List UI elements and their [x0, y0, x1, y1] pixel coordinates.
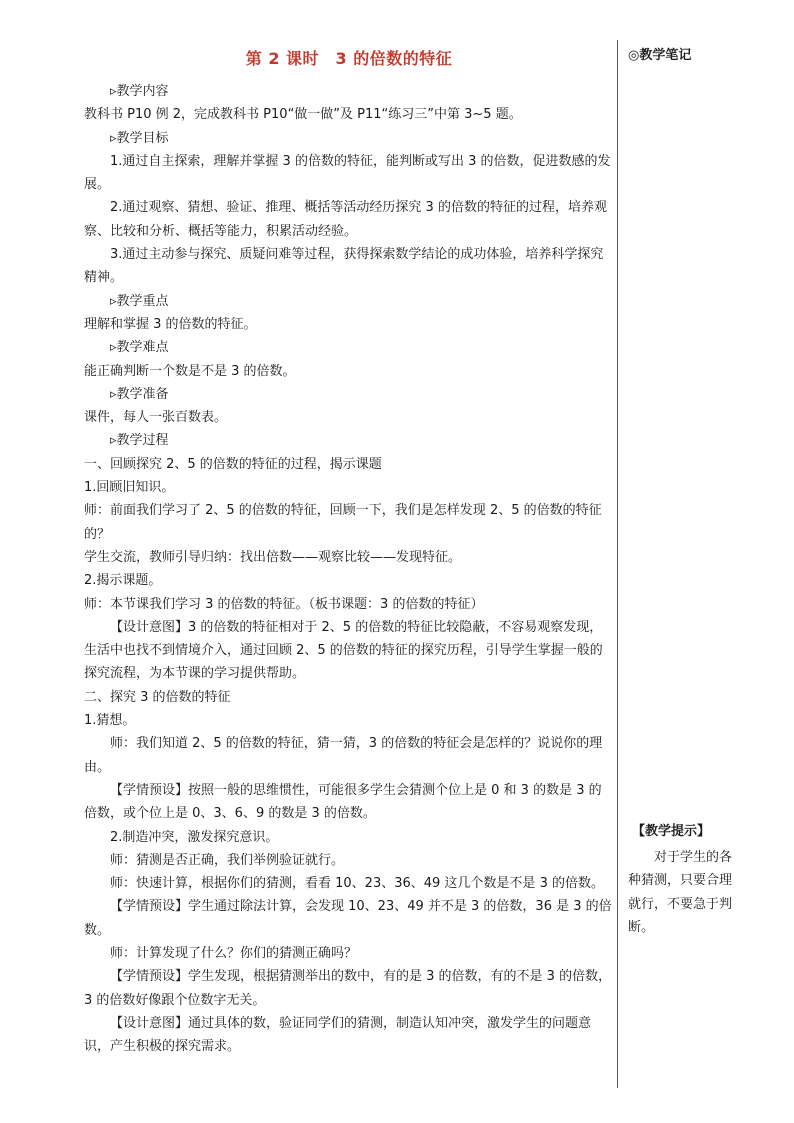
paragraph: ▹教学内容: [110, 84, 169, 99]
paragraph: 1.猜想。: [84, 713, 136, 729]
paragraph: 师：本节课我们学习 3 的倍数的特征。（板书课题：3 的倍数的特征）: [84, 596, 484, 612]
paragraph: 师：计算发现了什么？你们的猜测正确吗？: [110, 945, 358, 961]
paragraph: 一、回顾探究 2、5 的倍数的特征的过程，揭示课题: [84, 456, 382, 472]
paragraph: 3.通过主动参与探究、质疑问难等过程，获得探索数学结论的成功体验，培养科学探究精神。: [84, 247, 604, 286]
paragraph: 【设计意图】通过具体的数，验证同学们的猜测，制造认知冲突，激发学生的问题意识，产生积极的探究需求。: [84, 1015, 592, 1055]
paragraph: 教科书 P10 例 2，完成教科书 P10“做一做”及 P11“练习三”中第 3~5 题。: [84, 107, 522, 123]
paragraph: ▹教学目标: [110, 130, 169, 146]
paragraph: 学生交流，教师引导归纳：找出倍数——观察比较——发现特征。: [84, 549, 462, 565]
teaching-notes-heading: ◎教学笔记: [628, 48, 692, 63]
lesson-content: [84, 46, 614, 1058]
column-divider: [617, 40, 618, 1088]
paragraph: 1.回顾旧知识。: [84, 480, 175, 496]
paragraph: 【学情预设】学生通过除法计算，会发现 10、23、49 并不是 3 的倍数，36 是 3 的倍数。: [84, 899, 612, 938]
teaching-tip-title: 【教学提示】: [632, 824, 711, 839]
paragraph: 1.通过自主探索，理解并掌握 3 的倍数的特征，能判断或写出 3 的倍数，促进数感的发展。: [84, 153, 611, 193]
paragraph: 2.通过观察、猜想、验证、推理、概括等活动经历探究 3 的倍数的特征的过程，培养观察、比较和分析、概括等能力，积累活动经验。: [84, 200, 607, 239]
paragraph: 师：我们知道 2、5 的倍数的特征，猜一猜，3 的倍数的特征会是怎样的？说说你的理由。: [84, 736, 603, 775]
page-title: 第 2 课时 3 的倍数的特征: [245, 49, 453, 68]
teaching-tip-body: 对于学生的各种猜测，只要合理就行，不要急于判断。: [628, 849, 733, 935]
paragraph: 2.制造冲突，激发探究意识。: [110, 829, 279, 845]
paragraph: 课件，每人一张百数表。: [84, 410, 228, 426]
paragraph: 师：猜测是否正确，我们举例验证就行。: [110, 852, 345, 868]
paragraph: ▹教学重点: [110, 293, 169, 309]
paragraph: 二、探究 3 的倍数的特征: [84, 689, 231, 705]
paragraph: 师：前面我们学习了 2、5 的倍数的特征，回顾一下，我们是怎样发现 2、5 的倍数的特征的？: [84, 503, 602, 542]
paragraph: 2.揭示课题。: [84, 573, 162, 589]
paragraph: 师：快速计算，根据你们的猜测，看看 10、23、36、49 这几个数是不是 3 的倍数。: [110, 876, 604, 892]
paragraph: 能正确判断一个数是不是 3 的倍数。: [84, 363, 296, 379]
paragraph: ▹教学难点: [110, 340, 169, 356]
paragraph: 【学情预设】学生发现，根据猜测举出的数中，有的是 3 的倍数，有的不是 3 的倍数，3 的倍数好像跟个位数字无关。: [84, 969, 612, 1008]
paragraph: ▹教学过程: [110, 433, 169, 449]
teaching-tip: [628, 820, 738, 940]
paragraph: 【学情预设】按照一般的思维惯性，可能很多学生会猜测个位上是 0 和 3 的数是 3 的倍数，或个位上是 0、3、6、9 的数是 3 的倍数。: [84, 782, 602, 822]
paragraph: ▹教学准备: [110, 386, 169, 402]
paragraph: 理解和掌握 3 的倍数的特征。: [84, 316, 257, 332]
paragraph: 【设计意图】3 的倍数的特征相对于 2、5 的倍数的特征比较隐蔽，不容易观察发现，生活中也找不到情境介入，通过回顾 2、5 的倍数的特征的探究历程，引导学生掌握一般的探究流程，为本节课的学习提供帮助。: [84, 619, 603, 682]
lesson-body: [84, 80, 614, 1058]
